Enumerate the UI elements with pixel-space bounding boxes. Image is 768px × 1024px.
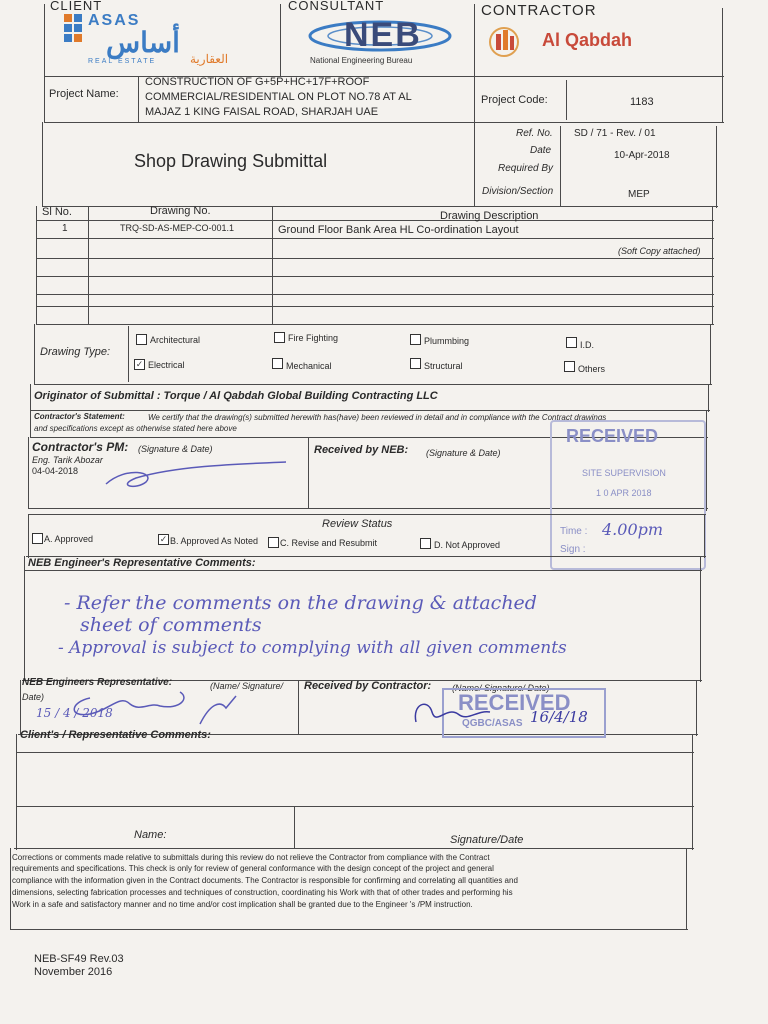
project-name-label: Project Name: bbox=[49, 88, 119, 100]
neb-rep-hint: (Name/ Signature/ bbox=[210, 681, 284, 691]
qabdah-logo-text: Al Qabdah bbox=[542, 30, 633, 50]
received-neb-hint: (Signature & Date) bbox=[426, 448, 501, 458]
site-supervision-stamp bbox=[550, 420, 706, 570]
contractor-pm-name: Eng. Tarik Abozar bbox=[32, 455, 103, 465]
checkbox-box[interactable] bbox=[566, 337, 577, 348]
received-contractor-hint: (Name/ Signature/ Date) bbox=[452, 683, 550, 693]
pm-signature-icon bbox=[96, 452, 306, 492]
contractor-label: CONTRACTOR bbox=[481, 2, 597, 19]
checkbox-label: I.D. bbox=[580, 340, 595, 350]
neb-logo bbox=[300, 14, 460, 70]
disclaimer-line: Work in a safe and satisfactory manner and no time and/or cost implication shall be granted due to the Engineer 's /PM instruction. bbox=[12, 900, 473, 909]
asas-logo-sub: REAL ESTATE bbox=[88, 58, 157, 65]
column-header-desc: Drawing Description bbox=[440, 210, 539, 222]
project-name-line1: CONSTRUCTION OF G+5P+HC+17F+ROOF bbox=[145, 76, 370, 88]
stamp-sign-label: Sign : bbox=[560, 544, 586, 555]
checkbox-box[interactable] bbox=[420, 538, 431, 549]
received-contractor-sig-date: 16/4/18 bbox=[530, 708, 588, 726]
review-option-label: B. Approved As Noted bbox=[170, 536, 259, 546]
stamp-received: RECEIVED bbox=[458, 690, 571, 715]
stamp-time-value: 4.00pm bbox=[602, 520, 664, 539]
asas-logo-sub-arabic: العقارية bbox=[190, 52, 229, 66]
disclaimer-line: requirements and specifications. This check is only for review of general conformance with the design concept of the project and general bbox=[12, 864, 494, 873]
form-number: NEB-SF49 Rev.03 bbox=[34, 953, 124, 965]
division-value: MEP bbox=[628, 189, 650, 200]
asas-mark-icon bbox=[62, 12, 84, 52]
stamp-line2: SITE SUPERVISION bbox=[582, 468, 666, 478]
neb-rep-label: NEB Engineers Representative: bbox=[22, 677, 173, 688]
checkbox-box[interactable] bbox=[136, 334, 147, 345]
checkbox-label: Structural bbox=[424, 361, 463, 371]
disclaimer-line: Corrections or comments made relative to submittals during this review do not relieve the Contractor from compliance with the Contract bbox=[12, 853, 490, 862]
review-title: Review Status bbox=[322, 518, 393, 530]
checkbox-box[interactable]: ✓ bbox=[135, 359, 144, 369]
stamp-received-sub: QGBC/ASAS bbox=[462, 718, 523, 729]
project-name-line3: MAJAZ 1 KING FAISAL ROAD, SHARJAH UAE bbox=[145, 106, 379, 118]
checkbox-label: Others bbox=[578, 364, 606, 374]
qabdah-mark-icon bbox=[486, 24, 526, 60]
row-sl: 1 bbox=[62, 223, 68, 234]
form-date: November 2016 bbox=[34, 966, 113, 978]
neb-rep-hint2: Date) bbox=[22, 692, 45, 702]
disclaimer-line: dimensions, selecting fabrication processes and techniques of construction, coordinating his Work with that of other trades and performing his bbox=[12, 888, 513, 897]
date-value: 10-Apr-2018 bbox=[614, 150, 670, 161]
required-by-label: Required By bbox=[498, 163, 554, 174]
neb-comments-label: NEB Engineer's Representative Comments: bbox=[28, 557, 256, 569]
stamp-date: 1 0 APR 2018 bbox=[596, 488, 652, 498]
consultant-label: CONSULTANT bbox=[288, 0, 385, 13]
checkbox-label: Architectural bbox=[150, 335, 201, 345]
neb-logo-sub: National Engineering Bureau bbox=[310, 56, 413, 65]
client-comments-label: Client's / Representative Comments: bbox=[20, 729, 211, 741]
neb-rep-sig-date: 15 / 4 / 2018 bbox=[36, 706, 113, 720]
drawing-type-label: Drawing Type: bbox=[40, 346, 111, 358]
contractor-signature-icon bbox=[406, 692, 526, 736]
received-neb-label: Received by NEB: bbox=[314, 444, 409, 456]
division-label: Division/Section bbox=[482, 186, 554, 197]
checkbox-box[interactable] bbox=[274, 332, 285, 343]
neb-comment-line3: - Approval is subject to complying with all given comments bbox=[58, 638, 567, 658]
checkbox-box[interactable] bbox=[268, 537, 279, 548]
checkbox-box[interactable] bbox=[410, 334, 421, 345]
client-signature-label: Signature/Date bbox=[450, 834, 524, 846]
checkbox-label: Mechanical bbox=[286, 361, 332, 371]
page-title: Shop Drawing Submittal bbox=[134, 151, 328, 171]
neb-logo-text: NEB bbox=[344, 16, 422, 54]
statement-label: Contractor's Statement: bbox=[34, 412, 125, 421]
client-label: CLIENT bbox=[50, 0, 103, 13]
client-name-label: Name: bbox=[134, 829, 167, 841]
column-header-sl: Sl No. bbox=[42, 206, 72, 218]
stamp-time-label: Time : bbox=[560, 526, 588, 537]
asas-logo-arabic: أساس bbox=[106, 27, 180, 58]
checkbox-box[interactable] bbox=[32, 533, 43, 544]
checkbox-box[interactable] bbox=[410, 358, 421, 369]
date-label: Date bbox=[530, 145, 552, 156]
checkbox-label: Electrical bbox=[148, 360, 185, 370]
contractor-pm-hint: (Signature & Date) bbox=[138, 444, 213, 454]
checkbox-label: Fire Fighting bbox=[288, 333, 339, 343]
contractor-pm-label: Contractor's PM: bbox=[32, 440, 129, 454]
neb-comment-line2: sheet of comments bbox=[80, 614, 262, 636]
row-description: Ground Floor Bank Area HL Co-ordination Layout bbox=[278, 224, 519, 236]
checkbox-box[interactable] bbox=[564, 361, 575, 372]
disclaimer-line: compliance with the information given in the Contract documents. The Contractor is responsible for confirming and correlating all quantities and bbox=[12, 876, 518, 885]
row-drawing-no: TRQ-SD-AS-MEP-CO-001.1 bbox=[120, 223, 235, 233]
column-header-no: Drawing No. bbox=[150, 205, 211, 217]
originator-text: Originator of Submittal : Torque / Al Qabdah Global Building Contracting LLC bbox=[34, 390, 438, 402]
neb-comment-line1: - Refer the comments on the drawing & attached bbox=[64, 592, 537, 614]
received-contractor-label: Received by Contractor: bbox=[304, 680, 432, 692]
contractor-pm-date: 04-04-2018 bbox=[32, 466, 79, 476]
checkbox-box[interactable]: ✓ bbox=[159, 534, 168, 544]
qabdah-logo bbox=[486, 24, 686, 64]
ref-value: SD / 71 - Rev. / 01 bbox=[574, 128, 656, 139]
project-name-line2: COMMERCIAL/RESIDENTIAL ON PLOT NO.78 AT AL bbox=[145, 91, 412, 103]
statement-text-2: and specifications except as otherwise stated here above bbox=[34, 424, 237, 433]
review-option-label: A. Approved bbox=[44, 534, 94, 544]
project-code-label: Project Code: bbox=[481, 94, 548, 106]
statement-text-1: We certify that the drawing(s) submitted herewith has(have) been reviewed in detail and in compliance with the Contract drawings bbox=[148, 413, 607, 422]
checkbox-box[interactable] bbox=[272, 358, 283, 369]
stamp-line1: RECEIVED bbox=[566, 426, 659, 446]
asas-logo-latin: ASAS bbox=[88, 12, 141, 29]
asas-logo bbox=[62, 12, 272, 70]
review-option-label: D. Not Approved bbox=[434, 540, 501, 550]
checkbox-label: Plummbing bbox=[424, 336, 470, 346]
row-description: (Soft Copy attached) bbox=[618, 246, 701, 256]
review-option-label: C. Revise and Resubmit bbox=[280, 538, 378, 548]
project-code-value: 1183 bbox=[630, 96, 654, 108]
ref-label: Ref. No. bbox=[516, 128, 553, 139]
